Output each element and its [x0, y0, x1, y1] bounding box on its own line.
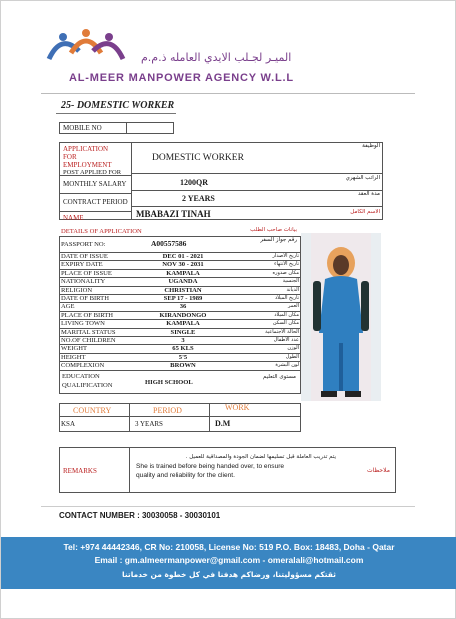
passport-value: A00557586	[151, 239, 187, 248]
field-value: SEP 17 - 1989	[163, 295, 203, 302]
field-ar-label: لون البشرة	[275, 362, 299, 369]
field-value: 36	[179, 303, 187, 311]
field-label: PLACE OF ISSUE	[61, 269, 112, 277]
agency-arabic-name: الميـر لجـلب الايدي العامله ذ.م.م	[141, 51, 292, 64]
remarks-box	[59, 447, 396, 493]
name-ar: الاسم الكامل	[350, 209, 380, 215]
field-label: PLACE OF BIRTH	[61, 311, 113, 319]
field-value: 65 KLS	[172, 345, 194, 353]
work-value: D.M	[215, 419, 231, 428]
remarks-text-l1: She is trained before being handed over, to ensure	[136, 463, 285, 470]
field-value: NOV 30 - 2031	[162, 261, 204, 269]
application-label-l2: FOR	[63, 153, 77, 161]
details-title-ar: بيانات صاحب الطلب	[250, 227, 297, 233]
contract-label: CONTRACT PERIOD	[60, 194, 131, 212]
field-label: AGE	[61, 303, 75, 311]
field-ar-label: العمر	[288, 303, 299, 310]
education-label-l2: QUALIFICATION	[62, 382, 113, 389]
country-value: KSA	[61, 420, 76, 428]
applicant-photo	[301, 233, 381, 401]
passport-label: PASSPORT NO:	[61, 241, 106, 248]
contract-ar: مدة العقد	[358, 191, 380, 197]
field-label: NO.OF CHILDREN	[61, 337, 116, 344]
field-label: LIVING TOWN	[61, 320, 105, 328]
mobile-label: MOBILE NO	[60, 123, 127, 134]
field-ar-label: عدد الاطفال	[273, 337, 299, 343]
period-header: PERIOD	[153, 406, 182, 415]
country-header: COUNTRY	[73, 406, 112, 415]
salary-ar: الراتب الشهري	[345, 175, 380, 181]
mobile-box	[59, 122, 174, 134]
field-label: EXPIRY DATE	[61, 261, 103, 269]
education-label-l1: EDUCATION	[62, 373, 100, 380]
footer-line1: Tel: +974 44442346, CR No: 210058, License No: 519 P.O. Box: 18483, Doha - Qatar	[63, 542, 395, 552]
field-ar-label: مكان السكن	[272, 320, 299, 327]
field-label: COMPLEXION	[61, 362, 105, 370]
field-value: BROWN	[170, 362, 196, 370]
field-label: MARITAL STATUS	[61, 328, 116, 336]
contact-divider	[41, 506, 415, 507]
agency-logo-icon	[41, 29, 131, 69]
name-label: NAME	[63, 214, 84, 222]
field-label: DATE OF BIRTH	[61, 295, 109, 302]
field-label: NATIONALITY	[61, 278, 106, 286]
education-row	[59, 370, 301, 394]
field-value: 5'5	[178, 353, 188, 361]
education-ar: مستوى التعليم	[262, 374, 296, 380]
application-label-l3: EMPLOYMENT	[63, 161, 112, 169]
field-ar-label: الوزن	[287, 345, 299, 352]
application-box	[59, 142, 383, 220]
field-value: KIRANDONGO	[159, 311, 207, 319]
name-value: MBABAZI TINAH	[136, 209, 211, 219]
mobile-value	[127, 123, 174, 134]
header-divider	[41, 93, 415, 94]
application-label-l1: APPLICATION	[63, 145, 109, 153]
field-ar-label: تاريخ الانتهاء	[274, 261, 299, 268]
field-ar-label: تاريخ الاصدار	[272, 253, 299, 259]
field-value: CHRISTIAN	[164, 286, 202, 294]
contract-value: 2 YEARS	[182, 194, 215, 203]
work-header: WORK	[225, 403, 250, 412]
field-label: HEIGHT	[61, 353, 86, 361]
remarks-label: REMARKS	[60, 448, 130, 492]
post-label: POST APPLIED FOR	[63, 169, 122, 176]
post-ar: الوظيفة	[362, 143, 380, 149]
remarks-ar-text: يتم تدريب العاملة قبل تسليمها لضمان الجودة والمصداقية للعميل .	[185, 454, 336, 460]
footer-email: Email : gm.almeermanpower@gmail.com - omeralali@hotmail.com	[94, 555, 364, 565]
passport-ar: رقم جواز السفر	[260, 237, 297, 243]
footer-banner	[1, 537, 456, 589]
field-ar-label: مكان صدوره	[272, 269, 299, 276]
field-value: DEC 01 - 2021	[162, 253, 204, 260]
field-ar-label: تاريخ الميلاد	[274, 295, 299, 301]
details-title: DETAILS OF APPLICATION	[61, 228, 142, 235]
education-value: HIGH SCHOOL	[145, 379, 193, 386]
post-value: DOMESTIC WORKER	[152, 153, 244, 163]
field-value: KAMPALA	[166, 269, 200, 277]
section-title: 25- DOMESTIC WORKER	[61, 100, 175, 111]
footer-slogan: ثقتكم مسؤوليتنا، ورضاكم هدفنا في كل خطوة من خدماتنا	[122, 570, 336, 579]
field-ar-label: مكان الميلاد	[274, 311, 299, 318]
agency-name: AL-MEER MANPOWER AGENCY W.L.L	[69, 72, 294, 84]
application-label-column	[60, 143, 132, 222]
remarks-text-l2: quality and reliability for the client.	[136, 472, 235, 479]
remarks-text	[136, 453, 336, 480]
field-value: 3	[181, 337, 185, 344]
period-value: 3 YEARS	[135, 420, 163, 428]
field-value: SINGLE	[170, 328, 196, 336]
field-label: RELIGION	[61, 286, 93, 294]
field-label: DATE OF ISSUE	[61, 253, 108, 260]
salary-label: MONTHLY SALARY	[60, 176, 131, 194]
contact-number: CONTACT NUMBER : 30030058 - 30030101	[59, 511, 221, 520]
field-label: WEIGHT	[61, 345, 87, 353]
field-value: UGANDA	[168, 278, 198, 286]
remarks-ar-label: ملاحظات	[367, 467, 390, 474]
field-ar-label: الديانة	[286, 286, 299, 293]
field-ar-label: الحالة الاجتماعية	[265, 328, 299, 335]
field-ar-label: الجنسية	[282, 278, 299, 285]
field-value: KAMPALA	[166, 320, 200, 328]
salary-value: 1200QR	[180, 178, 208, 187]
field-ar-label: الطول	[285, 353, 299, 360]
title-underline	[56, 113, 176, 114]
